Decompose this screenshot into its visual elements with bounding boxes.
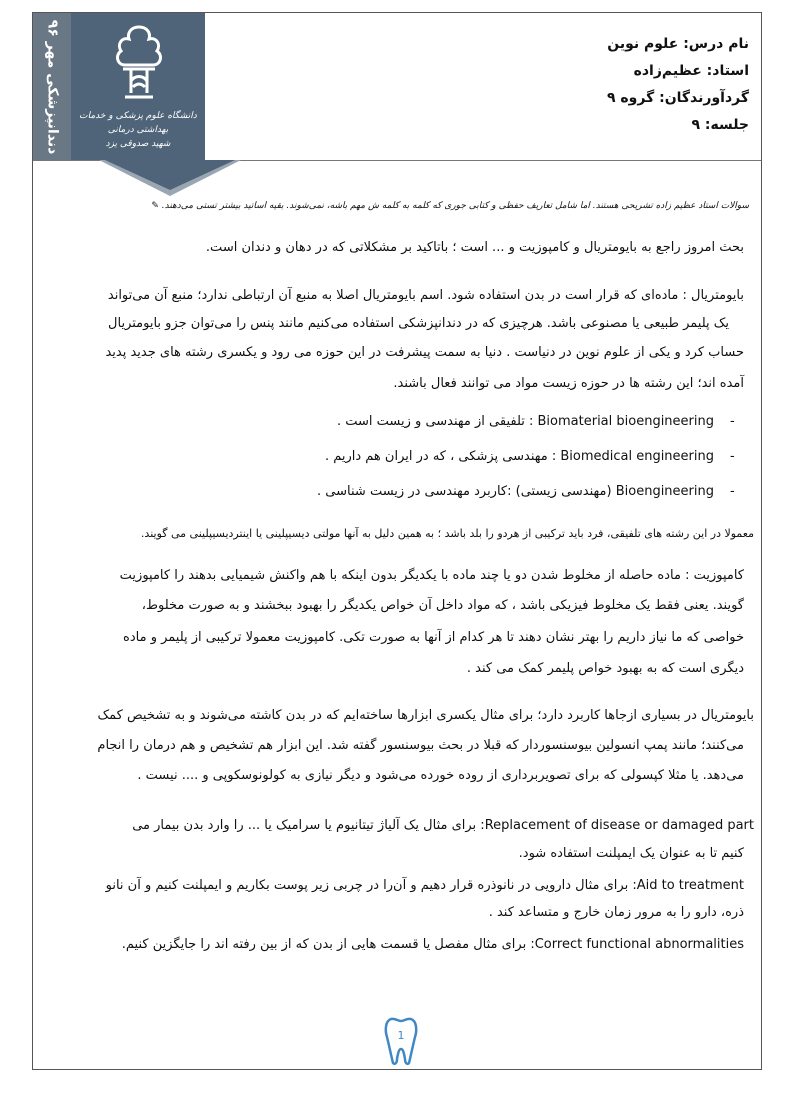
use-term: Replacement of disease or damaged part [484,818,754,833]
bullet-dash: - [730,414,735,429]
bullet-item [317,484,714,499]
course-info [489,31,749,139]
bullet-desc: : مهندسی پزشکی ، که در ایران هم داریم . [324,449,561,464]
use-item [122,937,744,952]
interdisciplinary-paragraph: معمولا در این رشته های تلفیقی، فرد باید ترکیبی از هردو را بلد باشد ؛ به همین دلیل به آنها مولتی دیسیپلینی یا اینتردیسیپلینی می گویند. [140,527,754,540]
usage-line: بایومتریال در بسیاری ازجاها کاربرد دارد؛ برای مثال یکسری ابزارها ساخته‌ایم که در بدن کاشته می‌شوند و به تشخیص کمک [97,708,754,723]
page-number: 1 [397,1029,405,1042]
university-name-line2: شهید صدوقی یزد [105,139,171,149]
use-term: Aid to treatment [636,878,744,893]
note-text: سوالات استاد عظیم زاده تشریحی هستند. اما شامل تعاریف حفظی و کتابی جوری که کلمه به کلمه ش مهم باشه، نمی‌شوند. بقیه اساتید بیشتر تستی می‌دهند. [161,201,749,211]
bullet-item [325,449,714,464]
usage-line: می‌دهد. یا مثلا کپسولی که برای تصویربرداری از روده خورده می‌شود و دیگر نیازی به کولونوسکوپی و .... نیست . [137,768,744,783]
university-name [77,109,199,151]
use-item-continued: ذره، دارو را به مرور زمان خارج و متساعد کند . [488,905,744,920]
biomaterial-line: آمده اند؛ این رشته ها در حوزه زیست مواد می توانند فعال باشند. [393,376,744,391]
use-item-continued: کنیم تا به عنوان یک ایمپلنت استفاده شود. [518,846,744,861]
course-name: نام درس: علوم نوین [607,36,749,52]
usage-line: می‌کنند؛ مانند پمپ انسولین بیوسنسوردار که قبلا در بحث بیوسنسور گفته شد. این ابزار هم تشخیص و هم درمان را انجام [97,738,744,753]
side-label [33,13,71,160]
authors: گردآورندگان: گروه ۹ [607,90,749,106]
tooth-icon [383,1015,419,1067]
bullet-dash: - [730,449,735,464]
bullet-item [337,414,714,429]
university-logo-icon [109,21,169,105]
bullet-desc: (مهندسی زیستی) :کاربرد مهندسی در زیست شناسی . [317,484,616,499]
teacher-name: استاد: عظیم‌زاده [633,63,749,79]
bullet-term: Biomaterial bioengineering [537,414,714,429]
intro-paragraph: بحث امروز راجع به بایومتریال و کامپوزیت و ... است ؛ باتاکید بر مشکلاتی که در دهان و دندان است. [205,240,744,255]
side-label-text: دندانپزشکی مهر ۹۶ [44,19,61,154]
bullet-dash: - [730,484,735,499]
header [33,13,761,161]
session-number: جلسه: ۹ [691,117,749,133]
biomaterial-line: یک پلیمر طبیعی یا مصنوعی باشد. هرچیزی که در دندانپزشکی استفاده می‌کنیم مانند پنس را می‌توان جزو بایومتریال [108,316,729,331]
composite-line: دیگری است که به بهبود خواص پلیمر کمک می کند . [466,661,744,676]
biomaterial-line: حساب کرد و یکی از علوم نوین در دنیاست . دنیا به سمت پیشرفت در این حوزه می رود و یکسری رشته های جدید پدید [105,345,744,360]
use-desc: : برای مثال یک آلیاژ تیتانیوم یا سرامیک یا ... را وارد بدن بیمار می [132,818,485,833]
use-desc: : برای مثال مفصل یا قسمت هایی از بدن که از بین رفته اند را جایگزین کنیم. [121,937,535,952]
use-item [132,818,754,833]
use-term: Correct functional abnormalities [534,937,744,952]
biomaterial-line: بایومتریال : ماده‌ای که قرار است در بدن استفاده شود. اسم بایومتریال اصلا به منبع آن ارتباطی ندارد؛ منبع آن می‌تواند [107,288,744,303]
use-item [106,878,744,893]
bullet-term: Bioengineering [615,484,714,499]
note: سوالات استاد عظیم زاده تشریحی هستند. اما شامل تعاریف حفظی و کتابی جوری که کلمه به کلمه ش مهم باشه، نمی‌شوند. بقیه اساتید بیشتر تستی می‌دهند. ✎ [151,201,749,211]
composite-line: گویند. یعنی فقط یک مخلوط فیزیکی باشد ، که مواد داخل آن خواص یکدیگر را بهبود ببخشند و به صورت مخلوط، [141,598,744,613]
university-name-line1: دانشگاه علوم پزشکی و خدمات بهداشتی درمانی [79,111,197,135]
use-desc: : برای مثال دارویی در نانوذره قرار دهیم و آن‌را در چربی زیر پوست بکاریم و ایمپلنت کنیم و آن نانو [105,878,637,893]
composite-line: خواصی که ما نیاز داریم را بهتر نشان دهند تا هر کدام از آنها به صورت تکی. کامپوزیت معمولا ترکیبی از پلیمر و ماده [123,630,744,645]
bullet-desc: : تلفیقی از مهندسی و زیست است . [336,414,538,429]
composite-line: کامپوزیت : ماده حاصله از مخلوط شدن دو یا چند ماده با یکدیگر بدون اینکه با هم واکنش شیمیایی بدهند را کامپوزیت [119,568,744,583]
bullet-term: Biomedical engineering [560,449,714,464]
logo-tip [105,160,235,190]
